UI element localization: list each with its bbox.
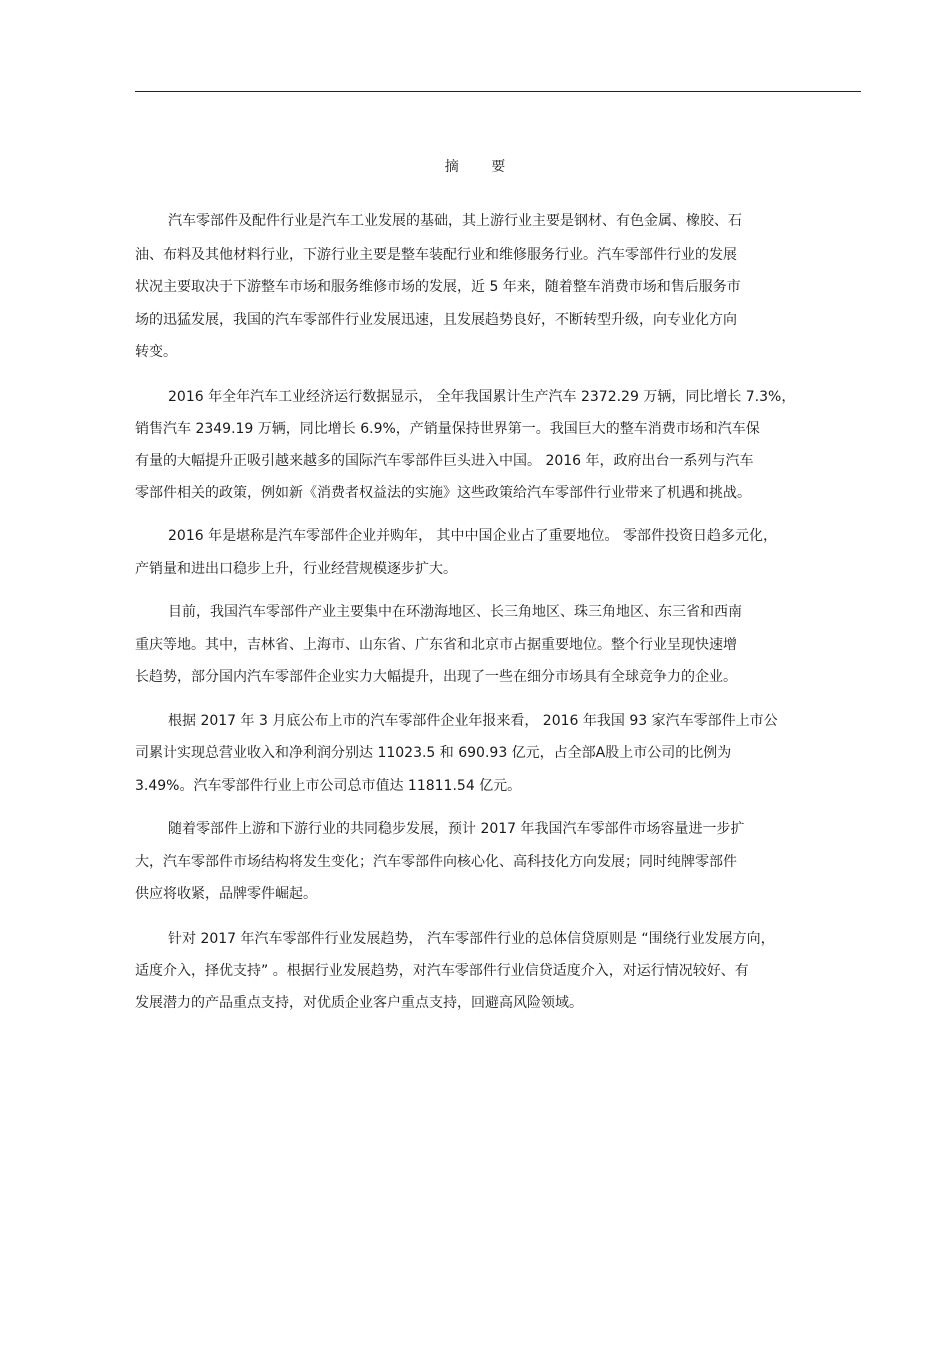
text-line: 有量的大幅提升正吸引越来越多的国际汽车零部件巨头进入中国。 2016 年，政府出台一系列与汽车	[135, 453, 754, 469]
text-line: 状况主要取决于下游整车市场和服务维修市场的发展，近 5 年来，随着整车消费市场和售后服务市	[135, 279, 741, 295]
text-line: 司累计实现总营业收入和净利润分别达 11023.5 和 690.93 亿元，占全部A股上市公司的比例为	[135, 745, 732, 761]
header-rule	[135, 91, 861, 92]
text-line: 随着零部件上游和下游行业的共同稳步发展，预计 2017 年我国汽车零部件市场容量进一步扩	[168, 821, 745, 837]
text-line: 场的迅猛发展，我国的汽车零部件行业发展迅速，且发展趋势良好，不断转型升级，向专业化方向	[135, 312, 737, 328]
text-line: 根据 2017 年 3 月底公布上市的汽车零部件企业年报来看， 2016 年我国 93 家汽车零部件上市公	[168, 713, 778, 729]
abstract-title: 摘 要	[444, 159, 520, 175]
text-line: 转变。	[135, 344, 177, 360]
text-line: 重庆等地。其中，吉林省、上海市、山东省、广东省和北京市占据重要地位。整个行业呈现快速增	[135, 637, 737, 653]
text-line: 发展潜力的产品重点支持，对优质企业客户重点支持，回避高风险领域。	[135, 995, 583, 1011]
text-line: 适度介入，择优支持” 。根据行业发展趋势，对汽车零部件行业信贷适度介入，对运行情况较好、有	[135, 963, 749, 979]
text-line: 长趋势，部分国内汽车零部件企业实力大幅提升，出现了一些在细分市场具有全球竞争力的企业。	[135, 669, 737, 685]
text-line: 2016 年是堪称是汽车零部件企业并购年， 其中中国企业占了重要地位。 零部件投资日趋多元化，	[168, 528, 777, 544]
text-line: 目前，我国汽车零部件产业主要集中在环渤海地区、长三角地区、珠三角地区、东三省和西南	[168, 604, 742, 620]
text-line: 产销量和进出口稳步上升，行业经营规模逐步扩大。	[135, 561, 457, 577]
text-line: 2016 年全年汽车工业经济运行数据显示， 全年我国累计生产汽车 2372.29 万辆，同比增长 7.3%，	[168, 389, 796, 405]
text-line: 供应将收紧，品牌零件崛起。	[135, 886, 317, 902]
text-line: 针对 2017 年汽车零部件行业发展趋势， 汽车零部件行业的总体信贷原则是 “围绕行业发展方向，	[168, 931, 775, 947]
text-line: 3.49%。汽车零部件行业上市公司总市值达 11811.54 亿元。	[135, 778, 522, 794]
text-line: 大，汽车零部件市场结构将发生变化；汽车零部件向核心化、高科技化方向发展；同时纯牌零部件	[135, 854, 737, 870]
text-line: 油、布料及其他材料行业，下游行业主要是整车装配行业和维修服务行业。汽车零部件行业的发展	[135, 247, 737, 263]
text-line: 零部件相关的政策，例如新《消费者权益法的实施》这些政策给汽车零部件行业带来了机遇和挑战。	[135, 485, 751, 501]
text-line: 汽车零部件及配件行业是汽车工业发展的基础，其上游行业主要是钢材、有色金属、橡胶、石	[168, 213, 742, 229]
text-line: 销售汽车 2349.19 万辆，同比增长 6.9%，产销量保持世界第一。我国巨大的整车消费市场和汽车保	[135, 421, 760, 437]
